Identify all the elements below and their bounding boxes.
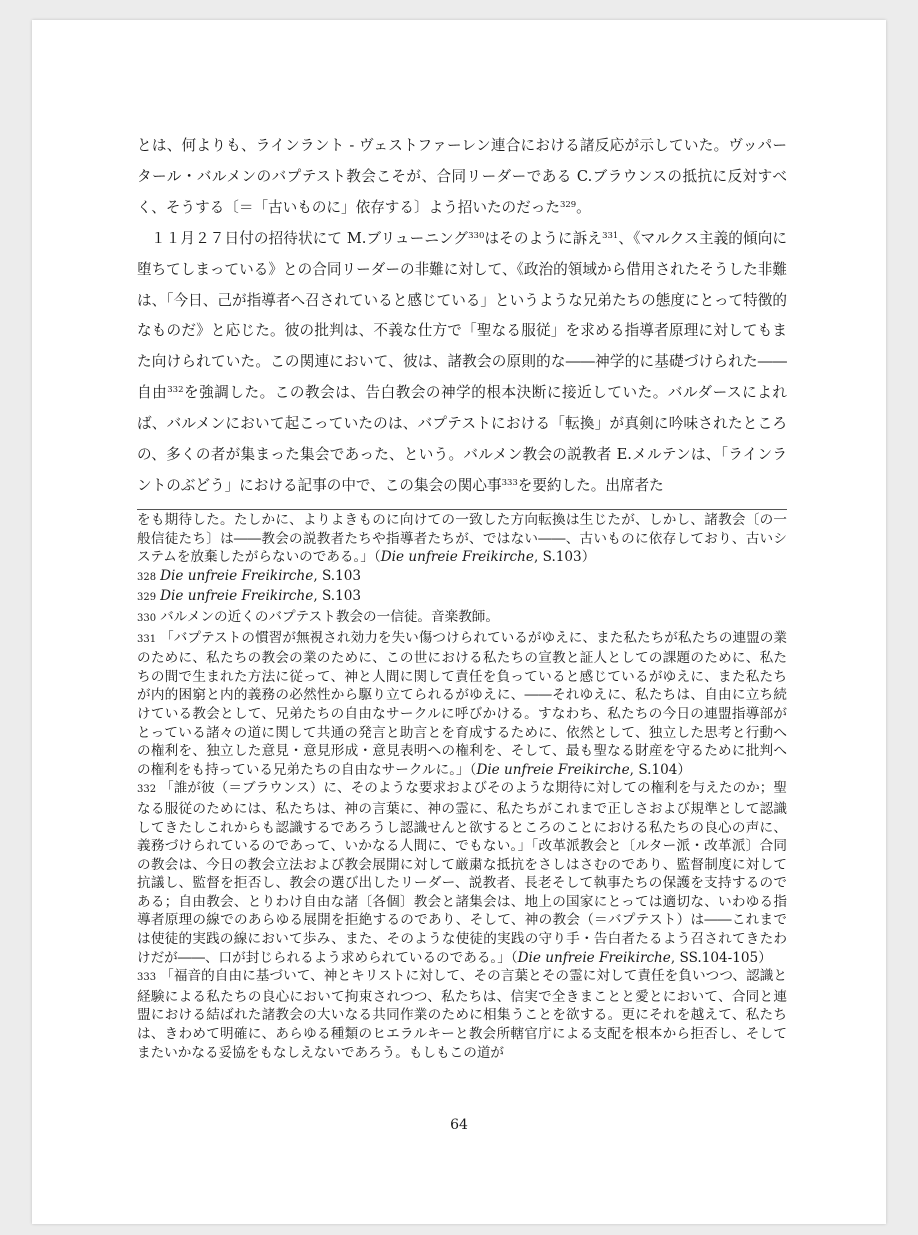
footnote-331: 331 「バプテストの慣習が無視され効力を失い傷つけられているがゆえに、また私たちが私たちの連盟の業のために、私たちの教会の業のために、この世における私たちの宣教と証人としての課題のために、私たちの間で生まれた方法に従って、神と人間に関して責任を負っていると感じているがゆえに、また私たちが内的困窮と内的義務の必然性から駆り立てられるがゆえに、――それゆえに、私たちは、自由に立ち続けている教会として、兄弟たちの自由なサークルに呼びかける。すなわち、私たちの今日の連盟指導部がとっている諸々の道に関して共通の発言と助言とを育成するために、依然として、独立した思考と行動への権利を、独立した意見・意見形成・意見表明への権利を、そして、最も聖なる財産を守るために批判への権利をも持っている兄弟たちの自由なサークルに。」（Die unfreie Freikirche, S.104） [137,629,787,778]
page-number: 64 [450,1117,468,1133]
footnote-number: 328 [137,571,157,583]
paragraph: とは、何よりも、ラインラント - ヴェストファーレン連合における諸反応が示していた。ヴッパータール・バルメンのバプテスト教会こそが、合同リーダーである C.ブラウンスの抵抗に反対すべく、そうする〔＝「古いものに」依存する〕よう招いたのだった$^{329}$。 [137,137,787,216]
footnote-333: 333 「福音的自由に基づいて、神とキリストに対して、その言葉とその霊に対して責任を負いつつ、認識と経験による私たちの良心において拘束されつつ、私たちは、信実で全きまことと愛とにおいて、合同と連盟における結ばれた諸教会の大いなる共同作業のために相集うことを欲する。更にそれを越えて、私たちは、きわめて明確に、あらゆる種類のヒエラルキーと教会所轄官庁による支配を根本から拒否し、そしてまたいかなる妥協をもなしえないであろう。もしもこの道が [137,968,787,1061]
footnote-number: 329 [137,592,157,604]
footnote-ref[interactable]: 330 [468,230,485,241]
footnotes [137,511,787,1062]
footnote-ref[interactable]: 329 [559,199,577,210]
footnote-number: 330 [137,612,157,624]
footnote-332: 332 「誰が彼（＝ブラウンス）に、そのような要求およびそのような期待に対しての権利を与えたのか；聖なる服従のためには、私たちは、神の言葉に、神の霊に、私たちがこれまで正しさおよび規準として認識してきたしこれからも認識するであろうし認識せんと欲するところのことにおける私たちの良心の声に、義務づけられているのであって、いかなる人間に、でもない。」「改革派教会と〔ルター派・改革派〕合同の教会は、今日の教会立法および教会展開に対して厳粛な抵抗をさしはさむのであり、監督制度に対して抗議し、監督を拒否し、教会の選び出したリーダー、説教者、長老そして執事たちの保護を支持するのである；自由教会、とりわけ自由な諸〔各個〕教会と諸集会は、地上の国家にとっては適切な、いわゆる指導者原理の線でのあらゆる展開を拒絶するのであり、そして、神の教会（＝バプテスト）は――これまでは使徒的実践の線において歩み、また、そのような使徒的実践の守り手・告白者たるよう召されてきたわけだが――、口が封じられるよう求められているのである。」（Die unfreie Freikirche, SS.104-105） [137,780,787,966]
footnote-329: 329 Die unfreie Freikirche, S.103 [137,588,362,605]
main-text [137,131,787,502]
document-page [32,20,886,1224]
footnote-ref[interactable]: 333 [501,477,518,488]
footnote-number: 331 [137,633,157,645]
footnote-number: 332 [137,784,157,796]
footnote-number: 333 [137,972,157,984]
footnote-ref[interactable]: 331 [602,230,619,241]
paragraph: １１月２７日付の招待状にて M.ブリューニング$^{330}$はそのように訴え$^{331}$、《マルクス主義的傾向に堕ちてしまっている》との合同リーダーの非難に対して、《政治的領域から借用されたそうした非難は、「今日、己が指導者へ召されていると感じている」というような兄弟たちの態度にとって特徴的なものだ》と応じた。彼の批判は、不義な仕方で「聖なる服従」を求める指導者原理に対してもまた向けられていた。この関連において、彼は、諸教会の原則的な――神学的に基礎づけられた――自由$^{332}$を強調した。この教会は、告白教会の神学的根本決断に接近していた。バルダースによれば、バルメンにおいて起こっていたのは、バプテストにおける「転換」が真剣に吟味されたところの、多くの者が集まった集会であった、という。バルメン教会の説教者 E.メルテンは、「ラインラントのぶどう」における記事の中で、この集会の関心事$^{333}$を要約した。出席者た [137,229,787,494]
footnote-330: 330 バルメンの近くのバプテスト教会の一信徒。音楽教師。 [137,608,499,625]
footnote-continuation: をも期待した。たしかに、よりよきものに向けての一致した方向転換は生じたが、しかし、諸教会〔の一般信徒たち〕は――教会の説教者たちや指導者たちが、ではない――、古いものに依存しており、古いシステムを放棄したがらないのである。」（Die unfreie Freikirche, S.103） [137,512,787,566]
footnote-328: 328 Die unfreie Freikirche, S.103 [137,567,362,584]
footnote-ref[interactable]: 332 [167,385,184,396]
footnote-divider [137,509,787,510]
